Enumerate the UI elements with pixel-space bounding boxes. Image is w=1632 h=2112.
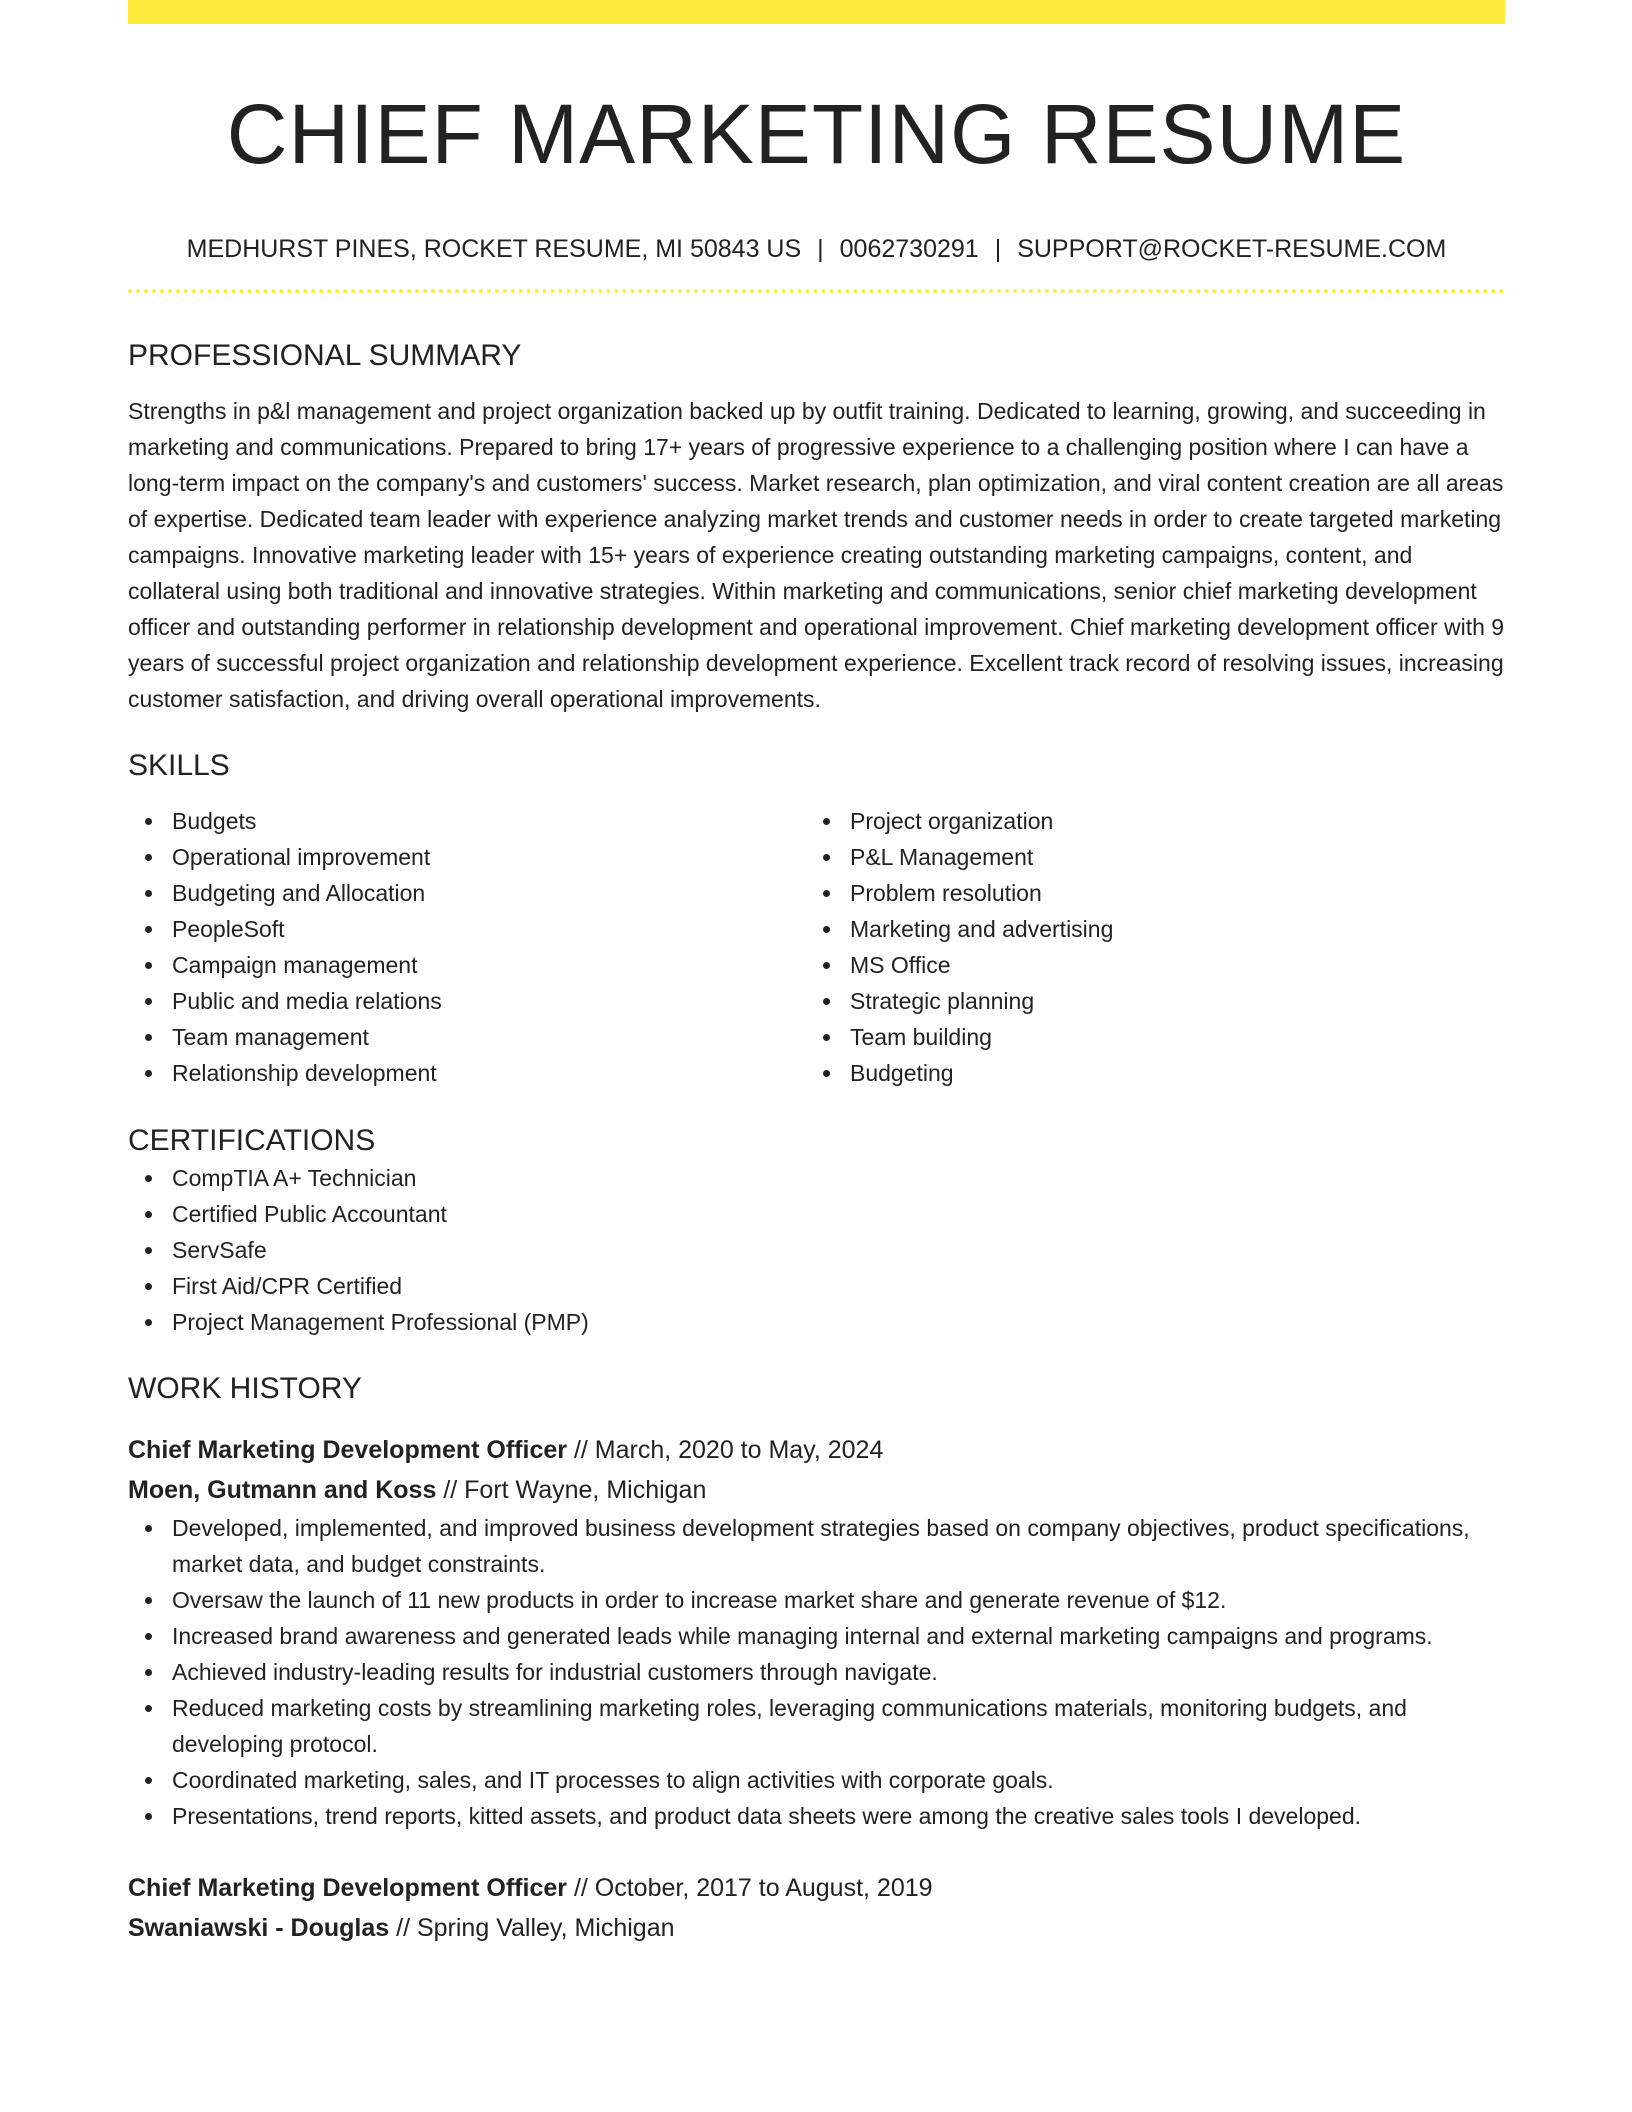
contact-separator: | bbox=[817, 235, 824, 263]
bullet-icon bbox=[145, 1813, 152, 1820]
skills-list-right bbox=[806, 803, 1484, 1091]
contact-address: MEDHURST PINES, ROCKET RESUME, MI 50843 US bbox=[186, 235, 802, 263]
skill-item bbox=[128, 947, 806, 983]
job-dates: // October, 2017 to August, 2019 bbox=[573, 1874, 933, 1902]
job-bullet-text: Increased brand awareness and generated leads while managing internal and external marketing campaigns and programs. bbox=[172, 1623, 1433, 1649]
bullet-icon bbox=[145, 1669, 152, 1676]
skill-item bbox=[128, 911, 806, 947]
job-bullet bbox=[128, 1510, 1505, 1582]
skill-item bbox=[806, 803, 1484, 839]
skills-list-left bbox=[128, 803, 806, 1091]
skill-label: MS Office bbox=[850, 952, 951, 978]
skill-item bbox=[128, 1055, 806, 1091]
contact-line bbox=[128, 234, 1505, 264]
skill-label: Budgeting bbox=[850, 1060, 954, 1086]
bullet-icon bbox=[145, 1777, 152, 1784]
bullet-icon bbox=[823, 926, 830, 933]
skill-label: Team building bbox=[850, 1024, 992, 1050]
skill-item bbox=[806, 1019, 1484, 1055]
skill-item bbox=[128, 875, 806, 911]
resume-title: CHIEF MARKETING RESUME bbox=[226, 87, 1407, 181]
job-company-line bbox=[128, 1908, 1505, 1948]
bullet-icon bbox=[145, 926, 152, 933]
certification-item bbox=[128, 1268, 1505, 1304]
bullet-icon bbox=[145, 962, 152, 969]
skill-label: Relationship development bbox=[172, 1060, 437, 1086]
skill-label: PeopleSoft bbox=[172, 916, 285, 942]
skill-item bbox=[128, 803, 806, 839]
bullet-icon bbox=[145, 1283, 152, 1290]
job-company: Swaniawski - Douglas bbox=[128, 1914, 390, 1942]
job-company: Moen, Gutmann and Koss bbox=[128, 1476, 437, 1504]
bullet-icon bbox=[145, 1705, 152, 1712]
job-bullet-list bbox=[128, 1510, 1505, 1834]
skill-label: Project organization bbox=[850, 808, 1054, 834]
skill-label: Campaign management bbox=[172, 952, 418, 978]
job-bullet bbox=[128, 1582, 1505, 1618]
skill-item bbox=[128, 839, 806, 875]
job-bullet bbox=[128, 1798, 1505, 1834]
summary-text: Strengths in p&l management and project organization backed up by outfit training. Dedicated to learning, growing, and succeeding in marketing and communications. Prepared to bring 17+ years of progressive experience to a challenging position where I can have a long-term impact on the company's and customers' success. Market research, plan optimization, and viral content creation are all areas of expertise. Dedicated team leader with experience analyzing market trends and customer needs in order to create targeted marketing campaigns. Innovative marketing leader with 15+ years of experience creating outstanding marketing campaigns, content, and collateral using both traditional and innovative strategies. Within marketing and communications, senior chief marketing development officer and outstanding performer in relationship development and operational improvement. Chief marketing development officer with 9 years of successful project organization and relationship development experience. Excellent track record of resolving issues, increasing customer satisfaction, and driving overall operational improvements. bbox=[128, 398, 1505, 712]
certification-label: First Aid/CPR Certified bbox=[172, 1273, 403, 1299]
job-location: // Fort Wayne, Michigan bbox=[443, 1476, 707, 1504]
job-title: Chief Marketing Development Officer bbox=[128, 1874, 567, 1902]
job-bullet-text: Oversaw the launch of 11 new products in order to increase market share and generate revenue of $12. bbox=[172, 1587, 1227, 1613]
bullet-icon bbox=[823, 1034, 830, 1041]
job-entry bbox=[128, 1430, 1505, 1834]
certification-item bbox=[128, 1304, 1505, 1340]
skill-label: Public and media relations bbox=[172, 988, 442, 1014]
bullet-icon bbox=[145, 1034, 152, 1041]
job-bullet-text: Presentations, trend reports, kitted assets, and product data sheets were among the creative sales tools I developed. bbox=[172, 1803, 1362, 1829]
contact-email[interactable]: SUPPORT@ROCKET-RESUME.COM bbox=[1017, 235, 1447, 263]
bullet-icon bbox=[823, 890, 830, 897]
skill-label: Problem resolution bbox=[850, 880, 1042, 906]
bullet-icon bbox=[823, 998, 830, 1005]
job-title-line bbox=[128, 1868, 1505, 1908]
skills-column-left bbox=[128, 803, 806, 1091]
bullet-icon bbox=[823, 962, 830, 969]
skill-label: Marketing and advertising bbox=[850, 916, 1114, 942]
job-title-line bbox=[128, 1430, 1505, 1470]
job-bullet-text: Reduced marketing costs by streamlining marketing roles, leveraging communications materials, monitoring budgets, and developing protocol. bbox=[172, 1695, 1407, 1757]
skill-item bbox=[806, 1055, 1484, 1091]
job-location: // Spring Valley, Michigan bbox=[396, 1914, 675, 1942]
skills-heading: SKILLS bbox=[128, 749, 230, 782]
skill-item bbox=[806, 875, 1484, 911]
certifications-list bbox=[128, 1160, 1505, 1340]
certification-label: CompTIA A+ Technician bbox=[172, 1165, 417, 1191]
skill-label: Operational improvement bbox=[172, 844, 431, 870]
job-bullet bbox=[128, 1618, 1505, 1654]
job-bullet-text: Coordinated marketing, sales, and IT processes to align activities with corporate goals. bbox=[172, 1767, 1054, 1793]
summary-heading: PROFESSIONAL SUMMARY bbox=[128, 339, 522, 372]
skill-item bbox=[128, 1019, 806, 1055]
certifications-heading: CERTIFICATIONS bbox=[128, 1124, 376, 1157]
bullet-icon bbox=[145, 818, 152, 825]
bullet-icon bbox=[145, 1633, 152, 1640]
certification-label: ServSafe bbox=[172, 1237, 267, 1263]
job-bullet-text: Achieved industry-leading results for industrial customers through navigate. bbox=[172, 1659, 938, 1685]
certification-label: Project Management Professional (PMP) bbox=[172, 1309, 589, 1335]
job-dates: // March, 2020 to May, 2024 bbox=[573, 1436, 884, 1464]
skill-item bbox=[128, 983, 806, 1019]
bullet-icon bbox=[145, 1175, 152, 1182]
bullet-icon bbox=[145, 1211, 152, 1218]
resume-page bbox=[128, 0, 1505, 1948]
skill-label: Budgets bbox=[172, 808, 257, 834]
bullet-icon bbox=[145, 998, 152, 1005]
job-bullet-text: Developed, implemented, and improved business development strategies based on company objectives, product specifications, market data, and budget constraints. bbox=[172, 1515, 1470, 1577]
contact-separator: | bbox=[994, 235, 1002, 263]
bullet-icon bbox=[145, 1597, 152, 1604]
skill-label: Budgeting and Allocation bbox=[172, 880, 426, 906]
skill-label: Strategic planning bbox=[850, 988, 1035, 1014]
job-company-line bbox=[128, 1470, 1505, 1510]
bullet-icon bbox=[823, 1070, 830, 1077]
bullet-icon bbox=[823, 818, 830, 825]
skill-label: Team management bbox=[172, 1024, 369, 1050]
accent-top-bar bbox=[128, 0, 1505, 24]
skill-item bbox=[806, 911, 1484, 947]
contact-phone: 0062730291 bbox=[839, 235, 979, 263]
job-bullet bbox=[128, 1654, 1505, 1690]
certification-label: Certified Public Accountant bbox=[172, 1201, 447, 1227]
bullet-icon bbox=[823, 854, 830, 861]
certification-item bbox=[128, 1232, 1505, 1268]
bullet-icon bbox=[145, 1319, 152, 1326]
skill-label: P&L Management bbox=[850, 844, 1034, 870]
bullet-icon bbox=[145, 1070, 152, 1077]
job-entry bbox=[128, 1868, 1505, 1948]
skill-item bbox=[806, 839, 1484, 875]
bullet-icon bbox=[145, 890, 152, 897]
bullet-icon bbox=[145, 1525, 152, 1532]
job-title: Chief Marketing Development Officer bbox=[128, 1436, 567, 1464]
skill-item bbox=[806, 947, 1484, 983]
dotted-divider bbox=[128, 289, 1505, 293]
skills-columns bbox=[128, 803, 1505, 1091]
bullet-icon bbox=[145, 1247, 152, 1254]
certification-item bbox=[128, 1196, 1505, 1232]
skill-item bbox=[806, 983, 1484, 1019]
job-bullet bbox=[128, 1762, 1505, 1798]
work-history-heading: WORK HISTORY bbox=[128, 1372, 362, 1405]
skills-column-right bbox=[806, 803, 1484, 1091]
certification-item bbox=[128, 1160, 1505, 1196]
bullet-icon bbox=[145, 854, 152, 861]
job-bullet bbox=[128, 1690, 1505, 1762]
